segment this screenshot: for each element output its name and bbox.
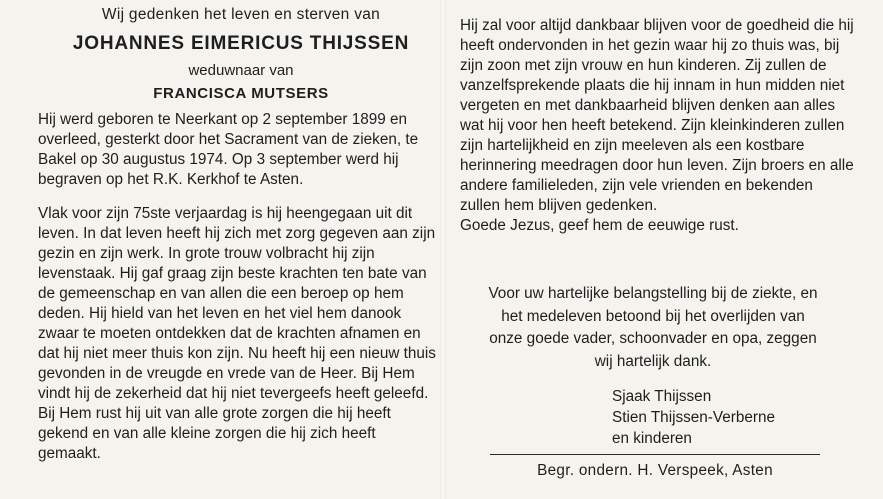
signer-name: en kinderen xyxy=(612,430,692,447)
right-column xyxy=(460,16,855,236)
prayer-line: Goede Jezus, geef hem de eeuwige rust. xyxy=(460,217,739,234)
thanks-paragraph: Voor uw hartelijke belangstelling bij de ziekte, en het medeleven betoond bij het overlijden van onze goede vader, schoonvader en opa, zeggen wij hartelijk dank. xyxy=(488,285,818,370)
deceased-name: JOHANNES EIMERICUS THIJSSEN xyxy=(72,33,410,54)
intro-line: Wij gedenken het leven en sterven van xyxy=(101,6,381,23)
card-fold xyxy=(440,0,446,499)
gratitude-paragraph: Hij zal voor altijd dankbaar blijven voor de goedheid die hij heeft ondervonden in het gezin waar hij zo thuis was, bij zijn zoon met zijn vrouw en hun kinderen. Zij zullen de vanzelfsprekende plaats die hij innam in hun midden niet vergeten en met dankbaarheid blijven denken aan alles wat hij voor hen heeft betekend. Zijn kleinkinderen zullen zijn hartelijkheid en zijn meeleven als een kostbare herinnering meedragen door hun leven. Zijn broers en alle andere familieleden, zijn vele vrienden en bekenden zullen hem blijven gedenken. xyxy=(460,17,854,214)
biography-paragraph: Hij werd geboren te Neerkant op 2 september 1899 en overleed, gesterkt door het Sacrament van de zieken, te Bakel op 30 augustus 1974. Op 3 september werd hij begraven op het R.K. Kerkhof te Asten. xyxy=(38,111,419,188)
undertaker-line: Begr. ondern. H. Verspeek, Asten xyxy=(537,462,773,479)
relation-line: weduwnaar van xyxy=(188,62,294,79)
divider-line xyxy=(490,454,820,455)
signers-block xyxy=(612,386,852,449)
signer-name: Sjaak Thijssen xyxy=(612,388,712,405)
life-paragraph: Vlak voor zijn 75ste verjaardag is hij heengegaan uit dit leven. In dat leven heeft hij zich met zorg gegeven aan zijn gezin en zijn werk. In grote trouw volbracht hij zijn levenstaak. Hij gaf graag zijn beste krachten ten bate van de gemeenschap en van allen die een beroep op hem deden. Hij hield van het leven en het viel hem danook zwaar te moeten ontdekken dat de krachten afnamen en dat hij niet meer thuis kon zijn. Nu heeft hij een nieuw thuis gevonden in de vreugde en vrede van de Heer. Bij Hem vindt hij de zekerheid dat hij niet tevergeefs heeft geleefd. Bij Hem rust hij uit van alle grote zorgen die hij heeft gekend en van alle kleine zorgen die hij zich heeft gemaakt. xyxy=(38,205,436,462)
left-column xyxy=(38,6,436,464)
spouse-name: FRANCISCA MUTSERS xyxy=(153,85,329,102)
signer-name: Stien Thijssen-Verberne xyxy=(612,409,775,426)
